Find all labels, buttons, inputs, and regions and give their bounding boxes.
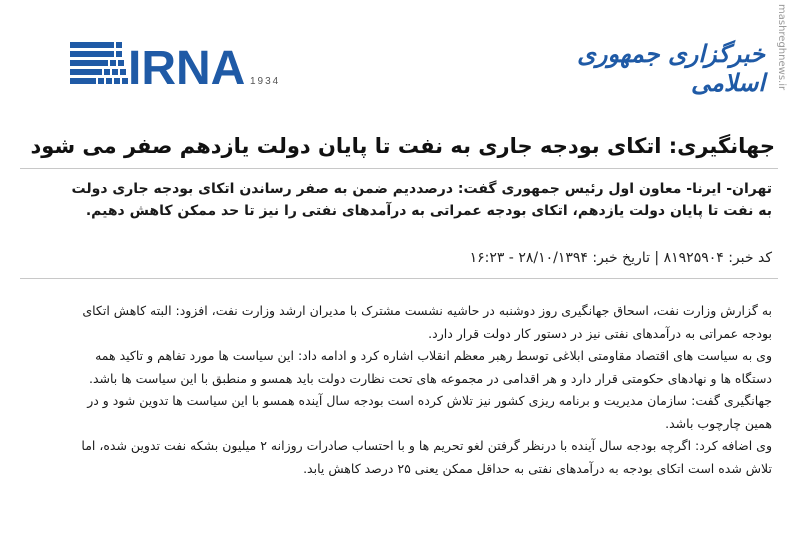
body-paragraph: جهانگیری گفت: سازمان مدیریت و برنامه ریزی کشور نیز تلاش کرده است بودجه سال آینده همسو با این سیاست ها تدوین شود و در همین چارچوب باشد. (87, 393, 772, 431)
body-paragraph: وی اضافه کرد: اگرچه بودجه سال آینده با درنظر گرفتن لغو تحریم ها و با احتساب صادرات روزانه ۲ میلیون بشکه نفت تدوین شده، اما تلاش شده است اتکای بودجه به درآمدهای نفتی به حداقل ممکن یعنی ۲۵ درصد کاهش یابد. (81, 438, 772, 476)
article-lead: تهران- ایرنا- معاون اول رئیس جمهوری گفت: درصددیم ضمن به صفر رساندن اتکای بودجه جاری دولت به نفت تا پایان دولت یازدهم، اتکای بودجه عمراتی به درآمدهای نفتی را نیز تا حد ممکن کاهش دهیم. (71, 181, 772, 219)
article-meta: کد خبر: ۸۱۹۲۵۹۰۴ | تاریخ خبر: ۲۸/۱۰/۱۳۹۴ - ۱۶:۲۳ (469, 250, 772, 266)
body-paragraph: وی به سیاست های اقتصاد مقاومتی ابلاغی توسط رهبر معظم انقلاب اشاره کرد و ادامه داد: این سیاست ها مورد تفاهم و تاکید همه دستگاه ها و نهادهای حکومتی قرار دارد و هر اقدامی در مجموعه های تحت نظارت دولت باید همسو و منطبق با این سیاست ها باشد. (88, 348, 772, 386)
article-headline: جهانگیری: اتکای بودجه جاری به نفت تا پایان دولت یازدهم صفر می شود (30, 134, 775, 159)
logo-year: 1934 (250, 76, 281, 87)
watermark: mashreghnews.ir (776, 4, 787, 91)
irna-logo-mark (70, 40, 300, 90)
logo-wordmark: IRNA (128, 42, 246, 90)
body-paragraph: به گزارش وزارت نفت، اسحاق جهانگیری روز دوشنبه در حاشیه نشست مشترک با مدیران ارشد وزارت نفت، افزود: البته کاهش اتکای بودجه عمراتی به درآمدهای نفتی نیز در دستور کار دولت قرار دارد. (82, 303, 772, 341)
irna-logo[interactable] (70, 40, 300, 90)
site-header (0, 0, 793, 112)
agency-name: خبرگزاری جمهوری اسلامی (577, 39, 765, 97)
meta-divider (20, 278, 778, 279)
article-body (70, 300, 772, 480)
headline-divider (20, 168, 778, 169)
